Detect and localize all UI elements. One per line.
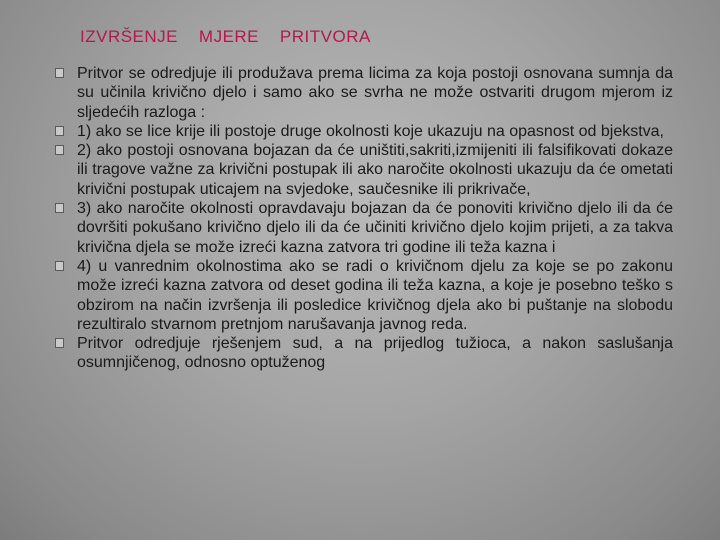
bullet-list xyxy=(77,64,673,373)
slide-title: IZVRŠENJE MJERE PRITVORA xyxy=(80,27,371,46)
bullet-text: Pritvor se odredjuje ili produžava prema licima za koja postoji osnovana sumnja da su učinila krivično djelo i samo ako se svrha ne može ostvariti drugom mjerom iz sljedećih razloga : xyxy=(77,65,673,121)
square-bullet-icon xyxy=(55,261,64,271)
bullet-item xyxy=(77,122,673,141)
bullet-text: 2) ako postoji osnovana bojazan da će uništiti,sakriti,izmijeniti ili falsifikovati dokaze ili tragove važne za krivični postupak ili ako naročite okolnosti ukazuju da će ometati krivični postupak uticajem na svjedoke, saučesnike ili prikrivače, xyxy=(77,142,673,198)
square-bullet-icon xyxy=(55,203,64,213)
bullet-item xyxy=(77,257,673,334)
bullet-item xyxy=(77,141,673,199)
bullet-item xyxy=(77,334,673,373)
square-bullet-icon xyxy=(55,68,64,78)
bullet-item xyxy=(77,199,673,257)
bullet-text: 4) u vanrednim okolnostima ako se radi o krivičnom djelu za koje se po zakonu može izreći kazna zatvora od deset godina ili teža kazna, a koje je posebno teško s obzirom na način izvršenja ili posledice krivičnog djela ako bi puštanje na slobodu rezultiralo stvarnom pretnjom narušavanja javnog reda. xyxy=(77,257,673,333)
square-bullet-icon xyxy=(55,145,64,155)
bullet-text: Pritvor odredjuje rješenjem sud, a na prijedlog tužioca, a nakon saslušanja osumnjičenog, odnosno optuženog xyxy=(77,335,673,372)
bullet-item xyxy=(77,64,673,122)
square-bullet-icon xyxy=(55,126,64,136)
bullet-text: 3) ako naročite okolnosti opravdavaju bojazan da će ponoviti krivično djelo ili da će dovršiti pokušano krivično djelo ili da će učiniti krivično djelo kojim prijeti, a za takva krivična djela se može izreći kazna zatvora tri godine ili teža kazna i xyxy=(77,200,673,256)
bullet-text: 1) ako se lice krije ili postoje druge okolnosti koje ukazuju na opasnost od bjekstva, xyxy=(77,122,664,140)
square-bullet-icon xyxy=(55,338,64,348)
